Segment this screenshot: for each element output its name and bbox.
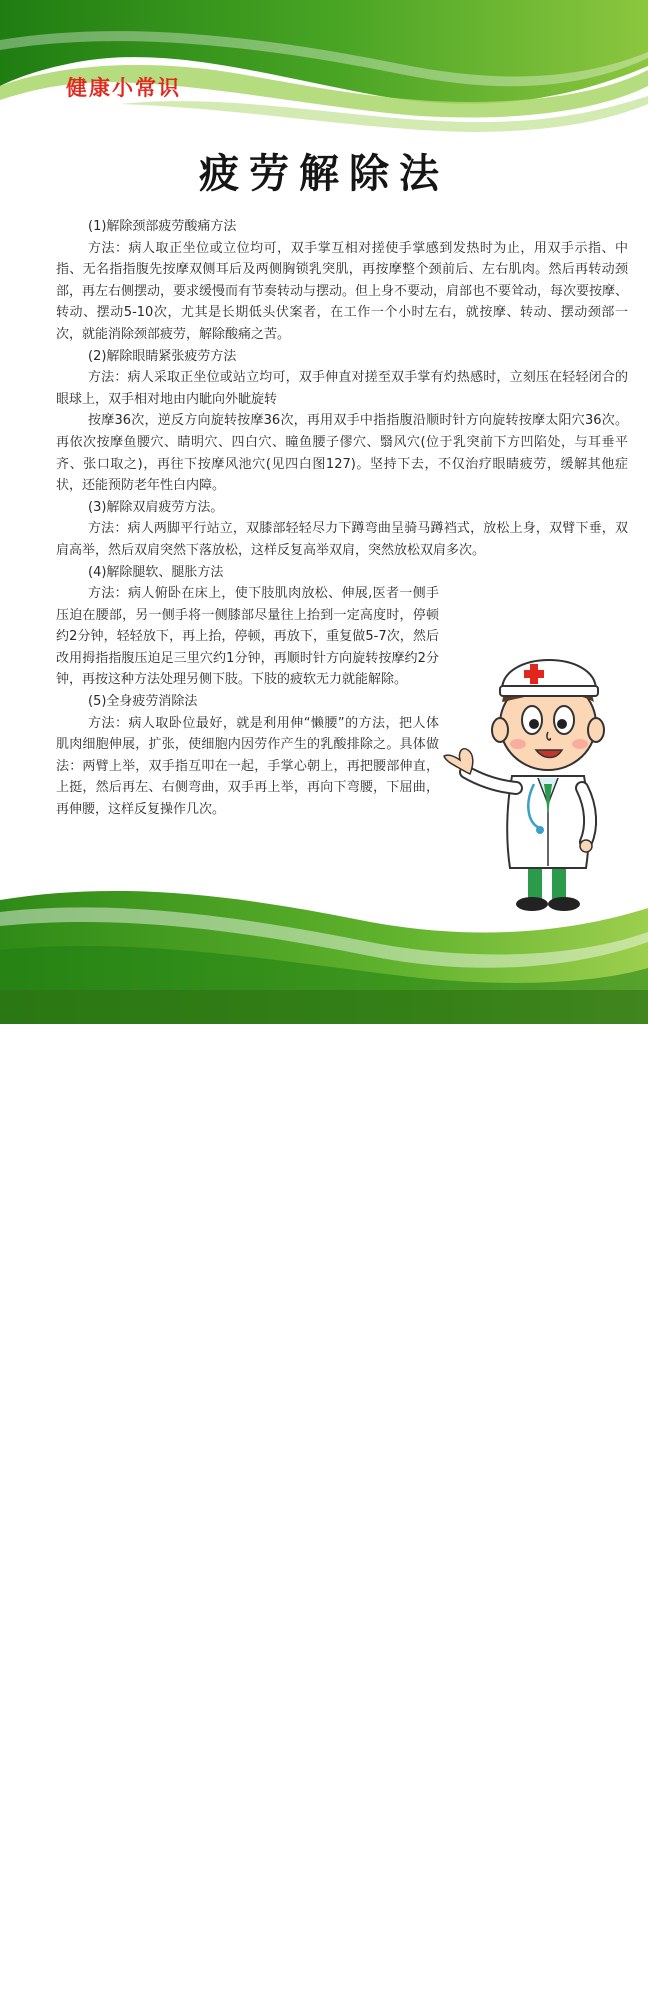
section-paragraph: 方法：病人俯卧在床上，使下肢肌肉放松、伸展,医者一侧手压迫在腰部，另一侧手将一侧膝部尽量往上抬到一定高度时，停顿约2分钟，轻轻放下，再上抬，停顿，再放下，重复做5-7次，然后改用拇指指腹压迫足三里穴约1分钟，再顺时针方向旋转按摩约2分钟，再按这种方法处理另侧下肢。下肢的疲软无力就能解除。 [56,586,439,688]
section-paragraph: 方法：病人采取正坐位或站立均可，双手伸直对搓至双手掌有灼热感时，立刻压在轻轻闭合的眼球上，双手相对地由内眦向外眦旋转 [56,370,628,407]
section-eyes [56,346,628,497]
section-paragraph: 方法：病人取卧位最好，就是利用伸“懒腰”的方法，把人体肌肉细胞伸展，扩张，使细胞内因劳作产生的乳酸排除之。具体做法：两臂上举，双手指互叩在一起，手掌心朝上，再把腰部伸直，上挺，然后再左、右侧弯曲，双手再上举，再向下弯腰，下屈曲，再伸腰，这样反复操作几次。 [56,715,439,818]
brand-title: 健康小常识 [66,76,181,100]
page-title: 疲劳解除法 [199,151,449,197]
section-paragraph: 方法：病人取正坐位或立位均可，双手掌互相对搓使手掌感到发热时为止，用双手示指、中指、无名指指腹先按摩双侧耳后及两侧胸锁乳突肌，再按摩整个颈前后、左右肌肉。然后再转动颈部，再左右侧摆动，要求缓慢而有节奏转动与摆动。但上身不要动，肩部也不要耸动，每次要按摩、转动、摆动5-10次，尤其是长期低头伏案者，在工作一个小时左右，就按摩、转动、摆动颈部一次，就能消除颈部疲劳，解除酸痛之苦。 [56,240,629,342]
image-id: ID:25853101 NO:20200222205136369084 [396,1990,632,2003]
section-paragraph: 按摩36次，逆反方向旋转按摩36次，再用双手中指指腹沿顺时针方向旋转按摩太阳穴36次。再依次按摩鱼腰穴、睛明穴、四白穴、瞳鱼腰子僇穴、翳风穴(位于乳突前下方凹陷处，与耳垂平齐、张口取之)，再往下按摩风池穴(见四白图127)。坚持下去，不仅治疗眼睛疲劳，缓解其他症状，还能预防老年性白内障。 [56,413,628,494]
section-neck [56,216,628,346]
section-heading: (1)解除颈部疲劳酸痛方法 [88,219,237,234]
section-shoulders [56,497,628,562]
site-logo: 昵享网 [18,1989,76,2011]
section-heading: (2)解除眼睛紧张疲劳方法 [88,348,237,364]
doctor-cartoon-illustration [440,628,620,920]
footer-bar [0,992,648,2011]
section-paragraph: 方法：病人两脚平行站立，双膝部轻轻尽力下蹲弯曲呈骑马蹲裆式，放松上身，双臂下垂，双肩高举，然后双肩突然下落放松，这样反复高举双肩，突然放松双肩多次。 [56,521,628,558]
section-heading: (3)解除双肩疲劳方法。 [88,499,224,515]
site-url: www.nipic.cn [142,1989,241,2007]
section-heading: (5)全身疲劳消除法 [88,694,198,710]
section-heading: (4)解除腿软、腿胀方法 [88,564,224,580]
